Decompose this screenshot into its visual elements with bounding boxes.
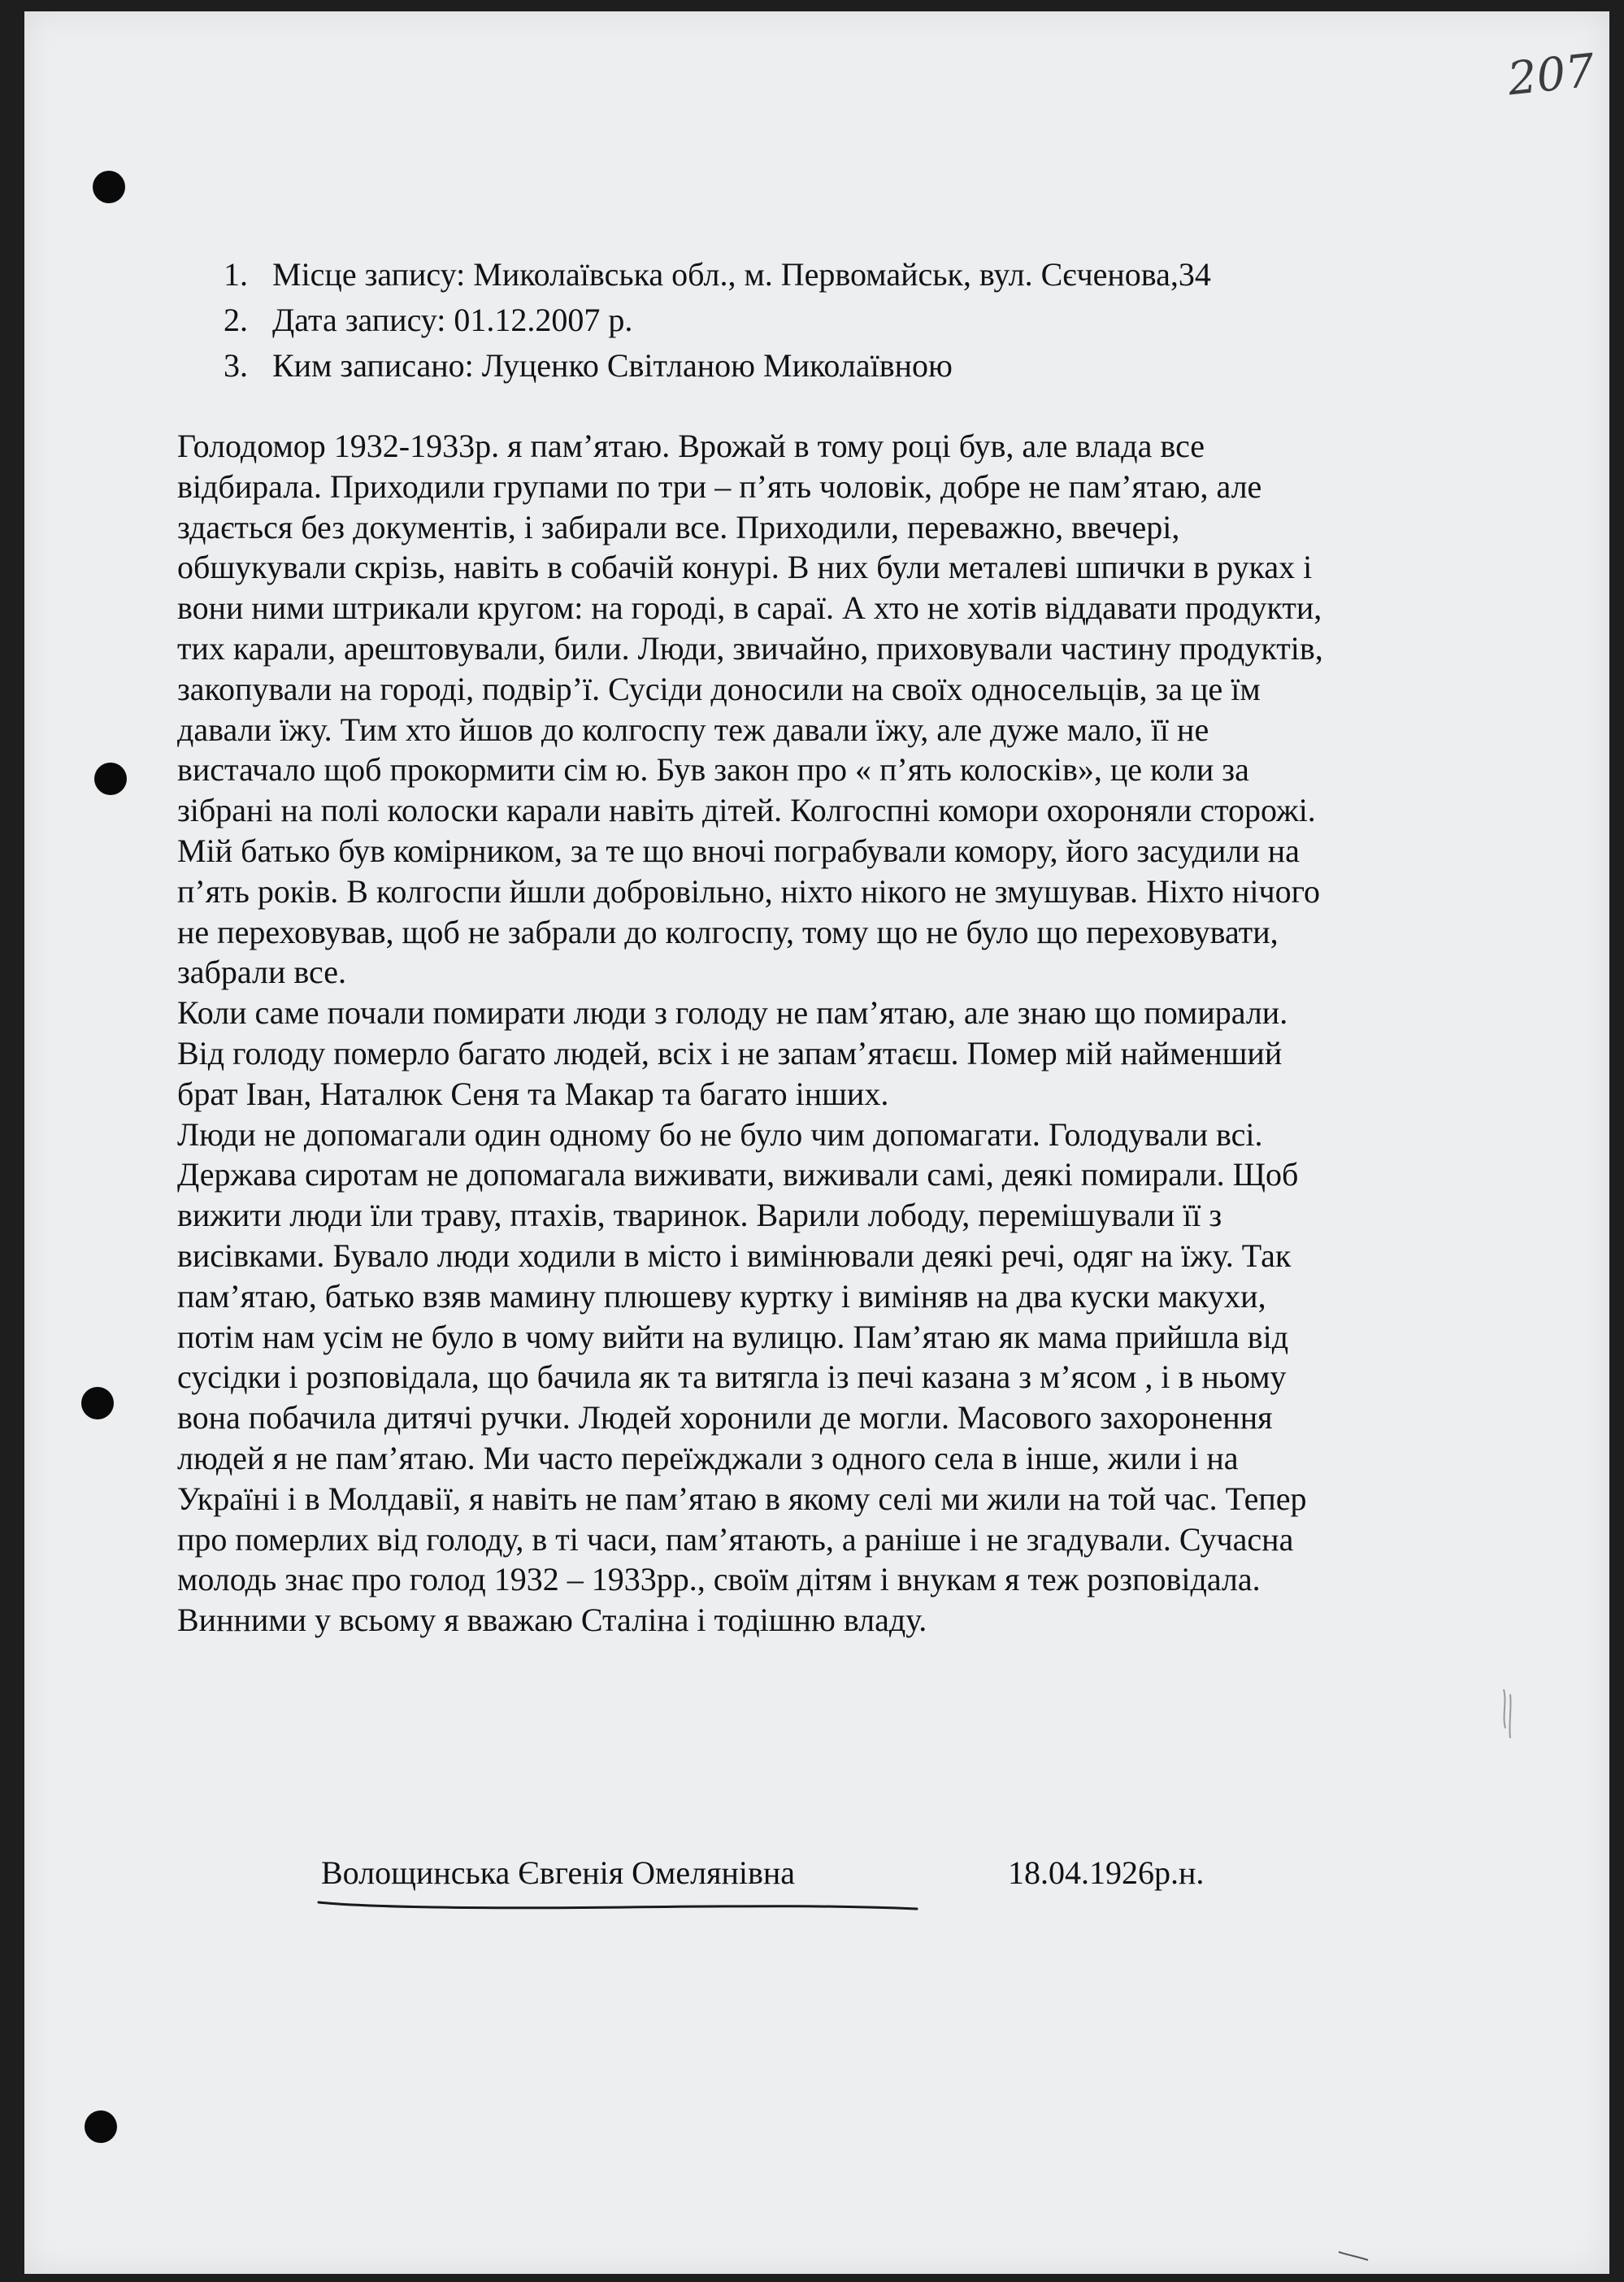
text-line: Люди не допомагали один одному бо не було чим допомагати. Голодували всі. <box>177 1115 1263 1153</box>
metadata-item-date <box>224 298 1211 343</box>
document-page <box>24 11 1609 2274</box>
text-line: пам’ятаю, батько взяв мамину плюшеву куртку і виміняв на два куски макухи, <box>177 1277 1266 1315</box>
text-line: Держава сиротам не допомагала виживати, виживали самі, деякі помирали. Щоб <box>177 1156 1299 1193</box>
text-line: п’ять років. В колгоспи йшли добровільно, ніхто нікого не змушував. Ніхто нічого <box>177 872 1320 910</box>
text-line: сусідки і розповідала, що бачила як та витягла із печі казана з м’ясом , і в ньому <box>177 1358 1287 1396</box>
text-line: обшукували скрізь, навіть в собачій конурі. В них були металеві шпички в руках і <box>177 549 1313 586</box>
text-line: вижити люди їли траву, птахів, тваринок. Варили лободу, перемішували її з <box>177 1197 1222 1234</box>
text-line: Коли саме почали помирати люди з голоду не пам’ятаю, але знаю що помирали. <box>177 994 1288 1032</box>
punch-hole <box>85 2110 117 2143</box>
text-line: Україні і в Молдавії, я навіть не пам’ятаю в якому селі ми жили на той час. Тепер <box>177 1480 1307 1517</box>
text-line: Винними у всьому я вважаю Сталіна і тодішню владу. <box>177 1602 927 1639</box>
text-line: висівками. Бувало люди ходили в місто і вимінювали деякі речі, одяг на їжу. Так <box>177 1237 1292 1274</box>
text-line: забрали все. <box>177 954 347 991</box>
metadata-item-recorder <box>224 343 1211 389</box>
text-line: відбирала. Приходили групами по три – п’ять чоловік, добре не пам’ятаю, але <box>177 467 1262 505</box>
text-line: молодь знає про голод 1932 – 1933рр., своїм дітям і внукам я теж розповідала. <box>177 1561 1261 1598</box>
record-metadata-list <box>224 252 1211 389</box>
text-line: Голодомор 1932-1933р. я пам’ятаю. Врожай в тому році був, але влада все <box>177 428 1205 464</box>
list-number: 1. <box>224 256 248 293</box>
margin-pencil-mark <box>1496 1686 1520 1743</box>
signature-underline <box>317 1896 918 1914</box>
metadata-item-place <box>224 252 1211 298</box>
list-number: 2. <box>224 302 248 338</box>
list-number: 3. <box>224 347 248 384</box>
pencil-tick-mark <box>1337 2247 1370 2263</box>
witness-name: Волощинська Євгенія Омелянівна <box>321 1854 796 1891</box>
text-line: про померлих від голоду, в ті часи, пам’ятають, а раніше і не згадували. Сучасна <box>177 1520 1294 1558</box>
punch-hole <box>93 171 125 203</box>
text-line: вона побачила дитячі ручки. Людей хоронили де могли. Масового захоронення <box>177 1399 1273 1437</box>
handwritten-page-number: 207 <box>1505 44 1597 106</box>
text-line: потім нам усім не було в чому вийти на вулицю. Пам’ятаю як мама прийшла від <box>177 1318 1289 1355</box>
text-line: вони ними штрикали кругом: на городі, в сараї. А хто не хотів віддавати продукти, <box>177 589 1322 627</box>
text-line: не переховував, щоб не забрали до колгоспу, тому що не було що переховувати, <box>177 913 1279 950</box>
text-line: здається без документів, і забирали все. Приходили, переважно, ввечері, <box>177 508 1180 546</box>
punch-hole <box>81 1387 114 1419</box>
text-line: вистачало щоб прокормити сім ю. Був закон про « п’ять колосків», це коли за <box>177 751 1249 789</box>
text-line: закопували на городі, подвір’ї. Сусіди доносили на своїх односельців, за це їм <box>177 670 1261 707</box>
text-line: Мій батько був комірником, за те що вночі пограбували комору, його засудили на <box>177 832 1300 869</box>
punch-hole <box>94 763 127 795</box>
text-line: тих карали, арештовували, били. Люди, звичайно, приховували частину продуктів, <box>177 629 1323 667</box>
metadata-text: Ким записано: Луценко Світланою Миколаївною <box>272 347 953 384</box>
witness-birth-date: 18.04.1926р.н. <box>1008 1854 1205 1891</box>
text-line: брат Іван, Наталюк Сеня та Макар та багато інших. <box>177 1075 889 1112</box>
text-line: зібрані на полі колоски карали навіть дітей. Колгоспні комори охороняли сторожі. <box>177 792 1316 829</box>
text-line: людей я не пам’ятаю. Ми часто переїжджали з одного села в інше, жили і на <box>177 1439 1239 1476</box>
metadata-text: Дата запису: 01.12.2007 р. <box>272 302 633 338</box>
testimony-body <box>177 426 1526 1641</box>
text-line: давали їжу. Тим хто йшов до колгоспу теж давали їжу, але дуже мало, її не <box>177 711 1209 748</box>
metadata-text: Місце запису: Миколаївська обл., м. Первомайськ, вул. Сєченова,34 <box>272 256 1211 293</box>
text-line: Від голоду померло багато людей, всіх і не запам’ятаєш. Помер мій найменший <box>177 1034 1283 1071</box>
